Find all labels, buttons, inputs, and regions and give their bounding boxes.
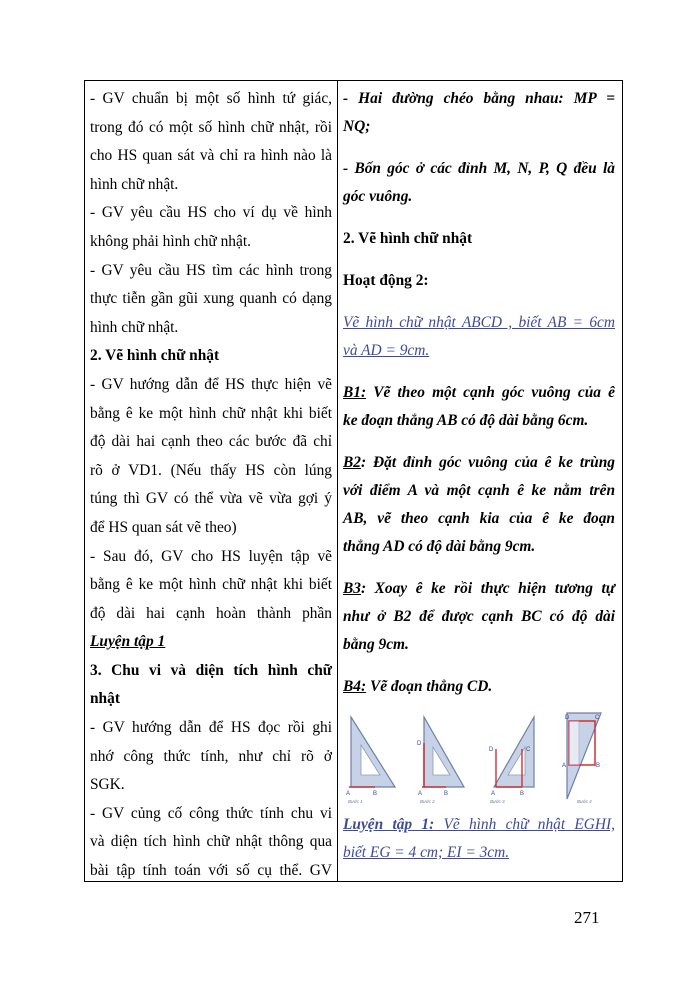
left-line: hình chữ nhật. [90, 175, 179, 193]
point-label-d: D [488, 747, 493, 753]
task-statement-cont: và AD = 9cm. [343, 342, 430, 359]
step-2 [343, 449, 615, 477]
left-line: SGK. [90, 776, 125, 794]
point-label-b: B [595, 763, 600, 769]
point-label-a: A [418, 791, 423, 797]
left-line: - GV hướng dẫn để HS thực hiện vẽ [90, 375, 332, 393]
angle-property-cont: góc vuông. [343, 188, 413, 205]
point-label-b: B [519, 791, 524, 797]
step-4-label: B4: [343, 678, 367, 695]
step-1-label: B1: [343, 384, 367, 401]
task-statement: Vẽ hình chữ nhật ABCD , biết AB = 6cm [343, 314, 615, 331]
figure-caption: Bước 1 [348, 799, 363, 804]
point-label-a: A [346, 791, 351, 797]
drawing-steps-figure [343, 709, 615, 805]
step-4 [343, 673, 615, 701]
step-4-text: Vẽ đoạn thẳng CD. [366, 678, 493, 695]
practice-1-cont: biết EG = 4 cm; EI = 3cm. [343, 844, 510, 861]
diagonal-property: - Hai đường chéo bằng nhau: MP = [343, 90, 615, 107]
step-3-figure [482, 709, 546, 805]
left-line: không phải hình chữ nhật. [90, 232, 251, 250]
step-3-cont: bằng 9cm. [343, 636, 409, 653]
section-heading: 3. Chu vi và diện tích hình chữ [90, 661, 332, 679]
step-3-text: : Xoay ê ke rồi thực hiện tương tự [360, 580, 615, 597]
set-square-shape [351, 717, 395, 787]
section-heading-cont: nhật [90, 690, 120, 708]
point-label-a: A [561, 763, 566, 769]
point-label-c: C [525, 747, 530, 753]
step-2-label: B2 [343, 454, 361, 471]
step-2-cont: thẳng AD có độ dài bằng 9cm. [343, 538, 536, 555]
practice-1 [343, 811, 615, 839]
left-line: túng thì GV có thể vừa vẽ vừa gợi ý [90, 490, 332, 508]
point-label-d: D [417, 741, 422, 747]
left-line: độ dài hai cạnh hoàn thành phần [90, 604, 332, 622]
left-line: - Sau đó, GV cho HS luyện tập vẽ [90, 547, 332, 565]
left-line: - GV chuẩn bị một số hình tứ giác, [90, 90, 332, 107]
point-label-b: B [444, 791, 449, 797]
diagonal-property-cont: NQ; [343, 118, 371, 135]
practice-1-text: Vẽ hình chữ nhật EGHI, [434, 816, 615, 833]
step-1-figure [343, 709, 407, 805]
left-line: bằng ê ke một hình chữ nhật khi biết [90, 404, 332, 422]
left-line: độ dài hai cạnh theo các bước đã chỉ [90, 433, 332, 451]
teacher-activities-column [90, 85, 332, 886]
student-content-column [343, 85, 615, 867]
set-square-shape [424, 717, 464, 787]
left-line: - GV hướng dẫn để HS đọc rồi ghi [90, 719, 332, 737]
step-2-cont: AB, vẽ theo cạnh kia của ê ke đoạn [343, 510, 615, 527]
left-line: rõ ở VD1. (Nếu thấy HS còn lúng [90, 461, 332, 479]
step-3 [343, 575, 615, 603]
point-label-d: D [564, 715, 570, 721]
step-1 [343, 379, 615, 407]
figure-caption: Bước 2 [420, 799, 435, 804]
point-label-a: A [490, 791, 495, 797]
step-1-cont: ke đoạn thẳng AB có độ dài bằng 6cm. [343, 412, 589, 429]
left-line: nhớ công thức tính, như chỉ rõ ở [90, 747, 332, 765]
column-divider [337, 81, 338, 881]
practice-reference: Luyện tập 1 [90, 633, 166, 651]
section-heading: 2. Vẽ hình chữ nhật [90, 347, 220, 365]
left-line: trong đó có một số hình chữ nhật, rồi [90, 118, 332, 136]
lesson-table [84, 80, 623, 882]
left-line: bài tập tính toán với số cụ thể. GV [90, 862, 332, 880]
step-2-figure [412, 709, 476, 805]
left-line: để HS quan sát vẽ theo) [90, 518, 237, 536]
angle-property: - Bốn góc ở các đỉnh M, N, P, Q đều là [343, 160, 615, 177]
left-line: - GV củng cố công thức tính chu vi [90, 804, 332, 822]
left-line: thực tiễn gần gũi xung quanh có dạng [90, 290, 332, 308]
section-heading: 2. Vẽ hình chữ nhật [343, 230, 473, 247]
point-label-c: C [594, 715, 600, 721]
left-line: và diện tích hình chữ nhật thông qua [90, 833, 332, 851]
step-2-cont: với điểm A và một cạnh ê ke nằm trên [343, 482, 615, 499]
left-line: hình chữ nhật. [90, 318, 179, 336]
step-3-label: B3 [343, 580, 361, 597]
left-line: - GV yêu cầu HS tìm các hình trong [90, 261, 332, 279]
step-2-text: : Đặt đỉnh góc vuông của ê ke trùng [360, 454, 615, 471]
left-line: bằng ê ke một hình chữ nhật khi biết [90, 576, 332, 594]
step-3-cont: như ở B2 để được cạnh BC có độ dài [343, 608, 615, 625]
left-line: - GV yêu cầu HS cho ví dụ về hình [90, 204, 332, 222]
page-number: 271 [574, 908, 600, 927]
activity-label: Hoạt động 2: [343, 272, 429, 289]
figure-caption: Bước 3 [489, 799, 505, 804]
point-label-b: B [373, 791, 378, 797]
left-line: cho HS quan sát và chỉ ra hình nào là [90, 147, 332, 165]
step-4-figure [551, 709, 615, 805]
step-1-text: Vẽ theo một cạnh góc vuông của ê [366, 384, 615, 401]
practice-1-label: Luyện tập 1: [343, 816, 435, 833]
set-square-hole [569, 721, 579, 765]
figure-caption: Bước 4 [576, 799, 592, 804]
